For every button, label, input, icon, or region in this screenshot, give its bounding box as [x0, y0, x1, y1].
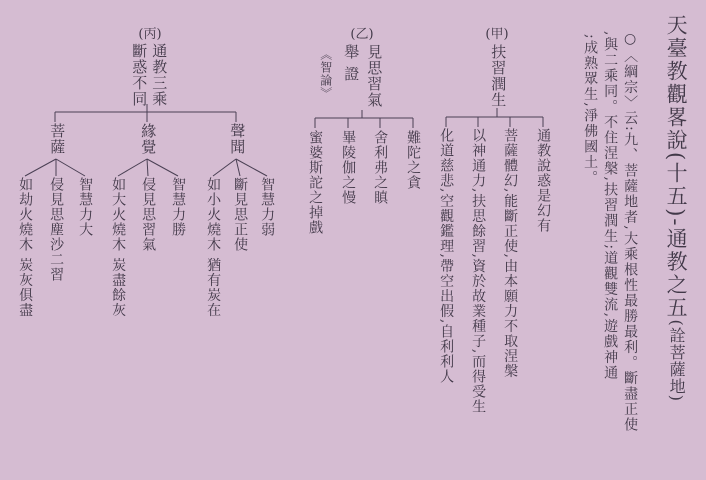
yi-child-4: 蜜婆斯詑之掉戲: [307, 130, 324, 235]
section-bing-heading-left: 斷惑不同: [130, 43, 149, 107]
yi-child-1: 難陀之貪: [405, 130, 422, 190]
pusa-child-1: 智慧力大: [77, 177, 94, 237]
section-jia-heading: 扶習潤生: [489, 44, 508, 108]
bing-branch-yuanjue: 緣覺: [139, 123, 158, 155]
yuanjue-child-1: 智慧力勝: [170, 177, 187, 237]
bing-branch-pusa: 菩薩: [48, 123, 67, 155]
shengwen-child-2: 斷見思正使: [232, 177, 249, 252]
page-title-main: 天臺教觀畧說(十五)-通教之五: [664, 14, 689, 320]
section-yi-label: (乙): [350, 27, 374, 42]
yuanjue-child-2: 侵見思習氣: [140, 177, 157, 252]
section-yi-heading-note: 舉 證: [342, 44, 361, 82]
pusa-child-3: 如劫火燒木 炭灰俱盡: [17, 177, 34, 318]
shengwen-child-1: 智慧力弱: [259, 177, 276, 237]
jia-child-3: 以神通力,扶思餘習,資於故業種子,而得受生: [470, 128, 487, 415]
section-bing-heading-right: 通教三乘: [150, 43, 169, 107]
section-bing-label: (丙): [138, 27, 162, 42]
quote-column-2: ,與二乘同。不住涅槃,扶習潤生;道觀雙流,遊戲神通: [602, 31, 619, 381]
yi-child-2: 舍利弗之瞋: [372, 130, 389, 205]
yuanjue-child-3: 如大火燒木 炭盡餘灰: [110, 177, 127, 318]
jia-child-4: 化道慈悲,空觀鑑理,帶空出假,自利利人: [438, 128, 455, 385]
section-yi-heading: 見思習氣: [365, 44, 384, 108]
page-title-sub: (詮菩薩地): [667, 319, 687, 402]
bing-branch-shengwen: 聲聞: [228, 123, 247, 155]
pusa-child-2: 侵見思塵沙二習: [48, 177, 65, 282]
quote-column-3: ;成熟眾生,淨佛國土。: [582, 34, 599, 186]
section-jia-label: (甲): [485, 27, 509, 42]
shengwen-child-3: 如小火燒木 猶有炭在: [205, 177, 222, 318]
page-title: [664, 14, 688, 402]
section-yi-source: 《智論》: [318, 48, 333, 100]
jia-child-2: 菩薩體幻,能斷正使,由本願力不取涅槃: [502, 128, 519, 379]
jia-child-1: 通教說惑是幻有: [535, 128, 552, 233]
quote-column-1: ○〈綱宗〉云:九、菩薩地者,大乘根性最勝最利。斷盡正使: [622, 31, 639, 433]
yi-child-3: 畢陵伽之慢: [340, 130, 357, 205]
